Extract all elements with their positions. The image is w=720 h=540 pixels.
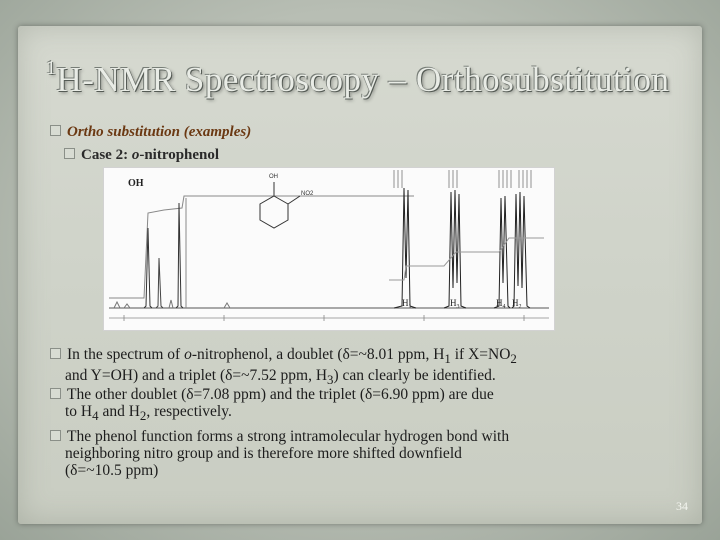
bullet-box-icon (50, 125, 61, 136)
oh-label: OH (128, 178, 144, 189)
structure-oh-label: OH (269, 174, 278, 180)
p2-sub-1: 4 (92, 408, 99, 424)
p1-sub-1: 1 (444, 351, 451, 367)
bullet-box-icon (50, 348, 61, 359)
nmr-spectrum-svg (104, 168, 554, 330)
p3-line2: neighboring nitro group and is therefore more shifted downfield (65, 445, 462, 462)
p2-line2-text-b: and H (98, 403, 140, 420)
peak-label-h2: $H_2$ (512, 298, 522, 310)
ppm-scale-ticks (394, 170, 531, 188)
bullet-level2-italic: o (131, 147, 140, 163)
title-superscript: 1 (46, 57, 57, 79)
bullet-level1 (50, 124, 251, 141)
peak-left-3 (176, 203, 183, 308)
nitrophenol-structure-icon (260, 174, 314, 228)
p2-line2-text-c: , respectively. (146, 403, 232, 420)
peak-h1 (394, 188, 416, 308)
p1-text-a: In the spectrum of (67, 346, 185, 363)
title-text: H-NMR Spectroscopy – Orthosubstitution (56, 60, 670, 99)
p2-line2-text-a: to H (65, 403, 93, 420)
bullet-level2 (64, 147, 219, 164)
page-number: 34 (676, 499, 688, 513)
slide-title (46, 57, 686, 100)
p1-line2-sub: 3 (327, 372, 334, 388)
nmr-spectrum-image (103, 167, 555, 331)
bullet-box-icon (64, 148, 75, 159)
p1-line2-text-a: and Y=OH) and a triplet (δ=~7.52 ppm, H (65, 367, 328, 385)
paragraph-1 (50, 346, 690, 388)
bullet-level1-text: Ortho substitution (examples) (67, 124, 252, 140)
peak-label-h1: $H_1$ (402, 298, 412, 310)
p2-line2 (50, 403, 690, 424)
peak-left-2 (156, 258, 163, 308)
peak-h2 (512, 192, 530, 308)
p1-sub-2: 2 (510, 351, 517, 367)
p2-line1: The other doublet (δ=7.08 ppm) and the triplet (δ=6.90 ppm) are due (67, 386, 494, 403)
structure-no2-label: NO2 (301, 191, 314, 197)
peak-label-h3: $H_3$ (450, 298, 460, 310)
baseline-noise (114, 300, 230, 308)
bullet-box-icon (50, 388, 61, 399)
integration-curve (109, 196, 414, 298)
p2-sub-2: 2 (139, 408, 147, 424)
paragraph-3 (50, 428, 690, 479)
bullet-level2-prefix: Case 2: (81, 147, 132, 163)
bottom-scale (109, 315, 549, 321)
p1-text-c: if X=NO (450, 346, 511, 363)
peak-label-h4: $H_4$ (496, 298, 506, 310)
p1-text-o: o (184, 346, 192, 363)
p3-line3: (δ=~10.5 ppm) (65, 462, 159, 479)
bullet-box-icon (50, 430, 61, 441)
paragraph-2 (50, 386, 690, 424)
p3-line1: The phenol function forms a strong intramolecular hydrogen bond with (67, 428, 510, 445)
peak-h3 (444, 190, 466, 308)
p1-text-b: -nitrophenol, a doublet (δ=~8.01 ppm, H (191, 346, 445, 363)
bullet-level2-rest: -nitrophenol (139, 147, 220, 163)
p1-line2-text-b: ) can clearly be identified. (333, 367, 496, 385)
